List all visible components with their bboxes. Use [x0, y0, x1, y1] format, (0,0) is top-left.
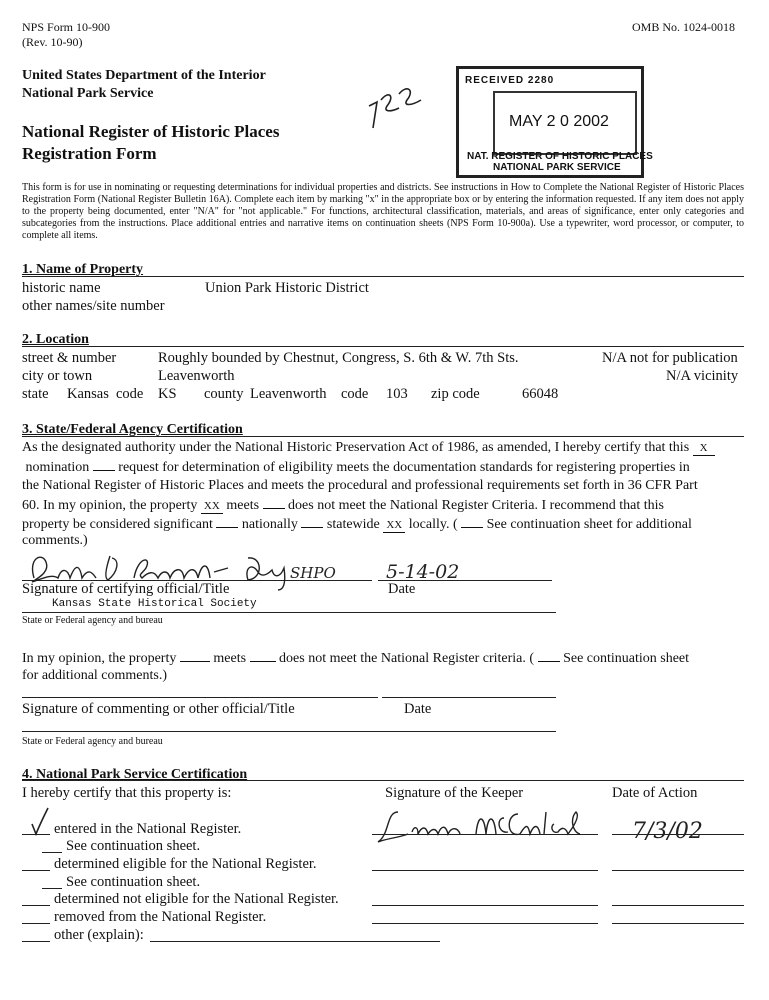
- nomination-mark: X: [693, 443, 715, 456]
- action-date-text: 7/3/02: [632, 819, 703, 844]
- statewide-blank: [301, 515, 323, 528]
- cert-line2-text: request for determination of eligibility meets the documentation standards for registering properties in: [118, 460, 690, 475]
- see-cont2-blank: [42, 888, 62, 889]
- commenting-date-label: Date: [404, 701, 432, 717]
- removed-blank: [22, 923, 50, 924]
- county-code-label: code: [341, 386, 369, 402]
- sig-label: Signature of certifying official/Title: [22, 581, 230, 597]
- action-date-line4: [612, 923, 744, 924]
- entered-text: entered in the National Register.: [54, 821, 242, 837]
- historic-name-value: Union Park Historic District: [205, 280, 369, 296]
- section3-heading: 3. State/Federal Agency Certification: [22, 422, 243, 437]
- county-value: Leavenworth: [250, 386, 327, 402]
- eligible-text: determined eligible for the National Register.: [54, 856, 317, 872]
- state-label: state: [22, 386, 49, 402]
- action-date-line3: [612, 905, 744, 906]
- action-date-script: [628, 808, 738, 848]
- handwritten-number: [365, 84, 427, 132]
- state-value: Kansas: [67, 386, 109, 402]
- opinion1a: In my opinion, the property: [22, 651, 177, 666]
- opinion-line2: for additional comments.): [22, 668, 168, 683]
- form-title-line1: National Register of Historic Places: [22, 122, 280, 141]
- cert-line1: [22, 439, 715, 456]
- cert-line5b: nationally: [241, 517, 298, 532]
- cert-line5d: locally. (: [408, 517, 458, 532]
- state-code-value: KS: [158, 386, 177, 402]
- cert-line3: the National Register of Historic Places and meets the procedural and professional requirements set forth in 36 CFR Part: [22, 478, 698, 493]
- cert-line5c: statewide: [326, 517, 380, 532]
- stamp-received: RECEIVED 2280: [465, 75, 555, 86]
- not-eligible-blank: [22, 905, 50, 906]
- entered-blank: [22, 834, 50, 835]
- intro-instructions: This form is for use in nominating or requesting determinations for individual properties and districts. See instructions in How to Complete the National Register of Historic Places Registration Form (National Register Bulletin 16A). Complete each item by marking "x" in the appropriate box or by entering the information requested. If any item does not apply to the property being documented, enter "N/A" for "not applicable." For functions, architectural classification, materials, and areas of significance, enter only categories and subcategories from the instructions. Place additional entries and narrative items on continuation sheets (NPS Form 10-900a). Use a typewriter, word processor, or computer, to complete all items.: [22, 182, 744, 241]
- agency-typed: Kansas State Historical Society: [52, 598, 257, 610]
- svg-text:SHPO: SHPO: [290, 564, 336, 582]
- vicinity: N/A vicinity: [666, 368, 739, 384]
- check-mark-icon: [26, 806, 52, 836]
- nationally-blank: [216, 515, 238, 528]
- agency-line2: [22, 731, 556, 732]
- keeper-label: Signature of the Keeper: [385, 785, 524, 801]
- opinion-continuation-blank: [538, 649, 560, 662]
- section1-heading: 1. Name of Property: [22, 262, 144, 277]
- opinion1b: meets: [213, 651, 247, 666]
- action-date-label: Date of Action: [612, 785, 698, 801]
- commenting-date-line: [382, 697, 556, 698]
- other-explain-line: [150, 941, 440, 942]
- other-names-label: other names/site number: [22, 298, 165, 314]
- opinion-meets-blank: [180, 649, 210, 662]
- cert-line5: [22, 515, 692, 533]
- section2-heading: 2. Location: [22, 332, 89, 347]
- form-revision: (Rev. 10-90): [22, 35, 83, 49]
- not-for-publication: N/A not for publication: [602, 350, 738, 366]
- received-stamp: [456, 66, 653, 178]
- certify-text: I hereby certify that this property is:: [22, 785, 232, 801]
- omb-number: OMB No. 1024-0018: [632, 20, 736, 34]
- request-blank: [93, 458, 115, 471]
- keeper-line1: [372, 834, 598, 835]
- state-code-label: code: [116, 386, 144, 402]
- cert-line4c: does not meet the National Register Criteria. I recommend that this: [288, 498, 664, 513]
- section2-rule: [22, 346, 744, 347]
- other-text: other (explain):: [54, 927, 144, 943]
- stamp-line2: NATIONAL PARK SERVICE: [493, 162, 621, 173]
- service-name: National Park Service: [22, 86, 154, 101]
- keeper-line3: [372, 905, 598, 906]
- cert-line4: [22, 496, 664, 514]
- zip-value: 66048: [522, 386, 559, 402]
- cert-line6: comments.): [22, 533, 88, 548]
- action-date-line1: [612, 834, 744, 835]
- department-name: United States Department of the Interior: [22, 68, 266, 83]
- meets-mark: XX: [201, 501, 223, 514]
- stamp-date: MAY 2 0 2002: [509, 113, 609, 130]
- stamp-line1: NAT. REGISTER OF HISTORIC PLACES: [467, 151, 653, 162]
- removed-text: removed from the National Register.: [54, 909, 267, 925]
- keeper-signature: [368, 804, 608, 850]
- opinion1c: does not meet the National Register criteria. (: [279, 651, 535, 666]
- section1-rule: [22, 276, 744, 277]
- historic-name-label: historic name: [22, 280, 101, 296]
- street-value: Roughly bounded by Chestnut, Congress, S. 6th & W. 7th Sts.: [158, 350, 519, 366]
- zip-label: zip code: [431, 386, 480, 402]
- cert-line4b: meets: [226, 498, 260, 513]
- city-value: Leavenworth: [158, 368, 235, 384]
- see-cont2-text: See continuation sheet.: [66, 874, 201, 890]
- cert-line5e: See continuation sheet for additional: [486, 517, 692, 532]
- sig-date-label: Date: [388, 581, 416, 597]
- does-not-meet-blank: [263, 496, 285, 509]
- see-cont1-text: See continuation sheet.: [66, 838, 201, 854]
- form-title-line2: Registration Form: [22, 144, 157, 163]
- other-blank: [22, 941, 50, 942]
- section4-heading: 4. National Park Service Certification: [22, 767, 248, 782]
- certifying-date-text: 5-14-02: [386, 561, 460, 583]
- action-date-line2: [612, 870, 744, 871]
- opinion-not-meet-blank: [250, 649, 276, 662]
- see-cont1-blank: [42, 852, 62, 853]
- county-label: county: [204, 386, 244, 402]
- cert-line2: [22, 458, 690, 476]
- county-code-value: 103: [386, 386, 408, 402]
- section4-rule: [22, 780, 744, 781]
- locally-mark: XX: [383, 520, 405, 533]
- form-number: NPS Form 10-900: [22, 20, 111, 34]
- continuation-blank: [461, 515, 483, 528]
- opinion1d: See continuation sheet: [563, 651, 690, 666]
- cert-line2-nomination: nomination: [25, 460, 90, 475]
- city-label: city or town: [22, 368, 93, 384]
- cert-line5a: property be considered significant: [22, 517, 213, 532]
- agency-line: [22, 612, 556, 613]
- cert-line1-text: As the designated authority under the National Historic Preservation Act of 1986, as amended, I hereby certify that this: [22, 440, 690, 455]
- keeper-line2: [372, 870, 598, 871]
- keeper-line4: [372, 923, 598, 924]
- eligible-blank: [22, 870, 50, 871]
- commenting-label: Signature of commenting or other official/Title: [22, 701, 295, 717]
- cert-line4a: 60. In my opinion, the property: [22, 498, 198, 513]
- agency-label2: State or Federal agency and bureau: [22, 736, 163, 747]
- opinion-line1: [22, 649, 689, 667]
- not-eligible-text: determined not eligible for the National Register.: [54, 891, 339, 907]
- section3-rule: [22, 436, 744, 437]
- street-label: street & number: [22, 350, 117, 366]
- agency-label: State or Federal agency and bureau: [22, 615, 163, 626]
- commenting-signature-line: [22, 697, 378, 698]
